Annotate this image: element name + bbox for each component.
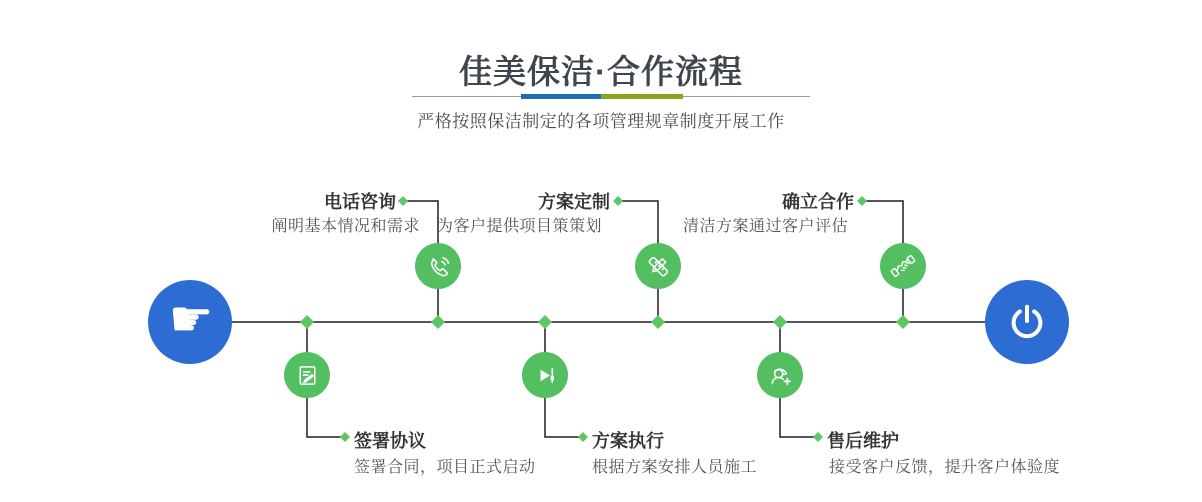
step-node-phone: [415, 243, 461, 289]
contract-sign-icon: [293, 361, 322, 390]
step-desc-phone: 阐明基本情况和需求: [271, 218, 420, 235]
step-title-support: 售后维护: [827, 431, 899, 451]
step-title-handshake: 确立合作: [782, 192, 854, 212]
step-node-support: [757, 352, 803, 398]
end-node: [985, 280, 1069, 364]
step-node-contract: [284, 352, 330, 398]
step-node-execute: [522, 352, 568, 398]
step-desc-execute: 根据方案安排人员施工: [592, 459, 758, 476]
headset-support-icon: [766, 361, 795, 390]
step-title-phone: 电话咨询: [324, 192, 396, 212]
pencil-ruler-icon: [644, 252, 673, 281]
page-title: 佳美保洁·合作流程: [459, 53, 743, 90]
step-desc-handshake: 清洁方案通过客户评估: [682, 218, 848, 235]
step-node-design: [635, 243, 681, 289]
play-execute-icon: [531, 361, 560, 390]
step-title-contract: 签署协议: [354, 431, 426, 451]
phone-icon: [424, 252, 453, 281]
step-title-execute: 方案执行: [592, 431, 664, 451]
step-title-design: 方案定制: [538, 192, 610, 212]
page-subtitle: 严格按照保洁制定的各项管理规章制度开展工作: [417, 112, 785, 131]
step-desc-support: 接受客户反馈，提升客户体验度: [829, 459, 1061, 476]
step-desc-contract: 签署合同，项目正式启动: [354, 459, 536, 476]
start-node: [148, 280, 232, 364]
power-icon: [1006, 301, 1048, 343]
handshake-icon: [888, 251, 918, 281]
step-desc-design: 为客户提供项目策策划: [436, 218, 602, 235]
step-node-handshake: [880, 243, 926, 289]
pointing-hand-icon: ☛: [168, 291, 214, 347]
